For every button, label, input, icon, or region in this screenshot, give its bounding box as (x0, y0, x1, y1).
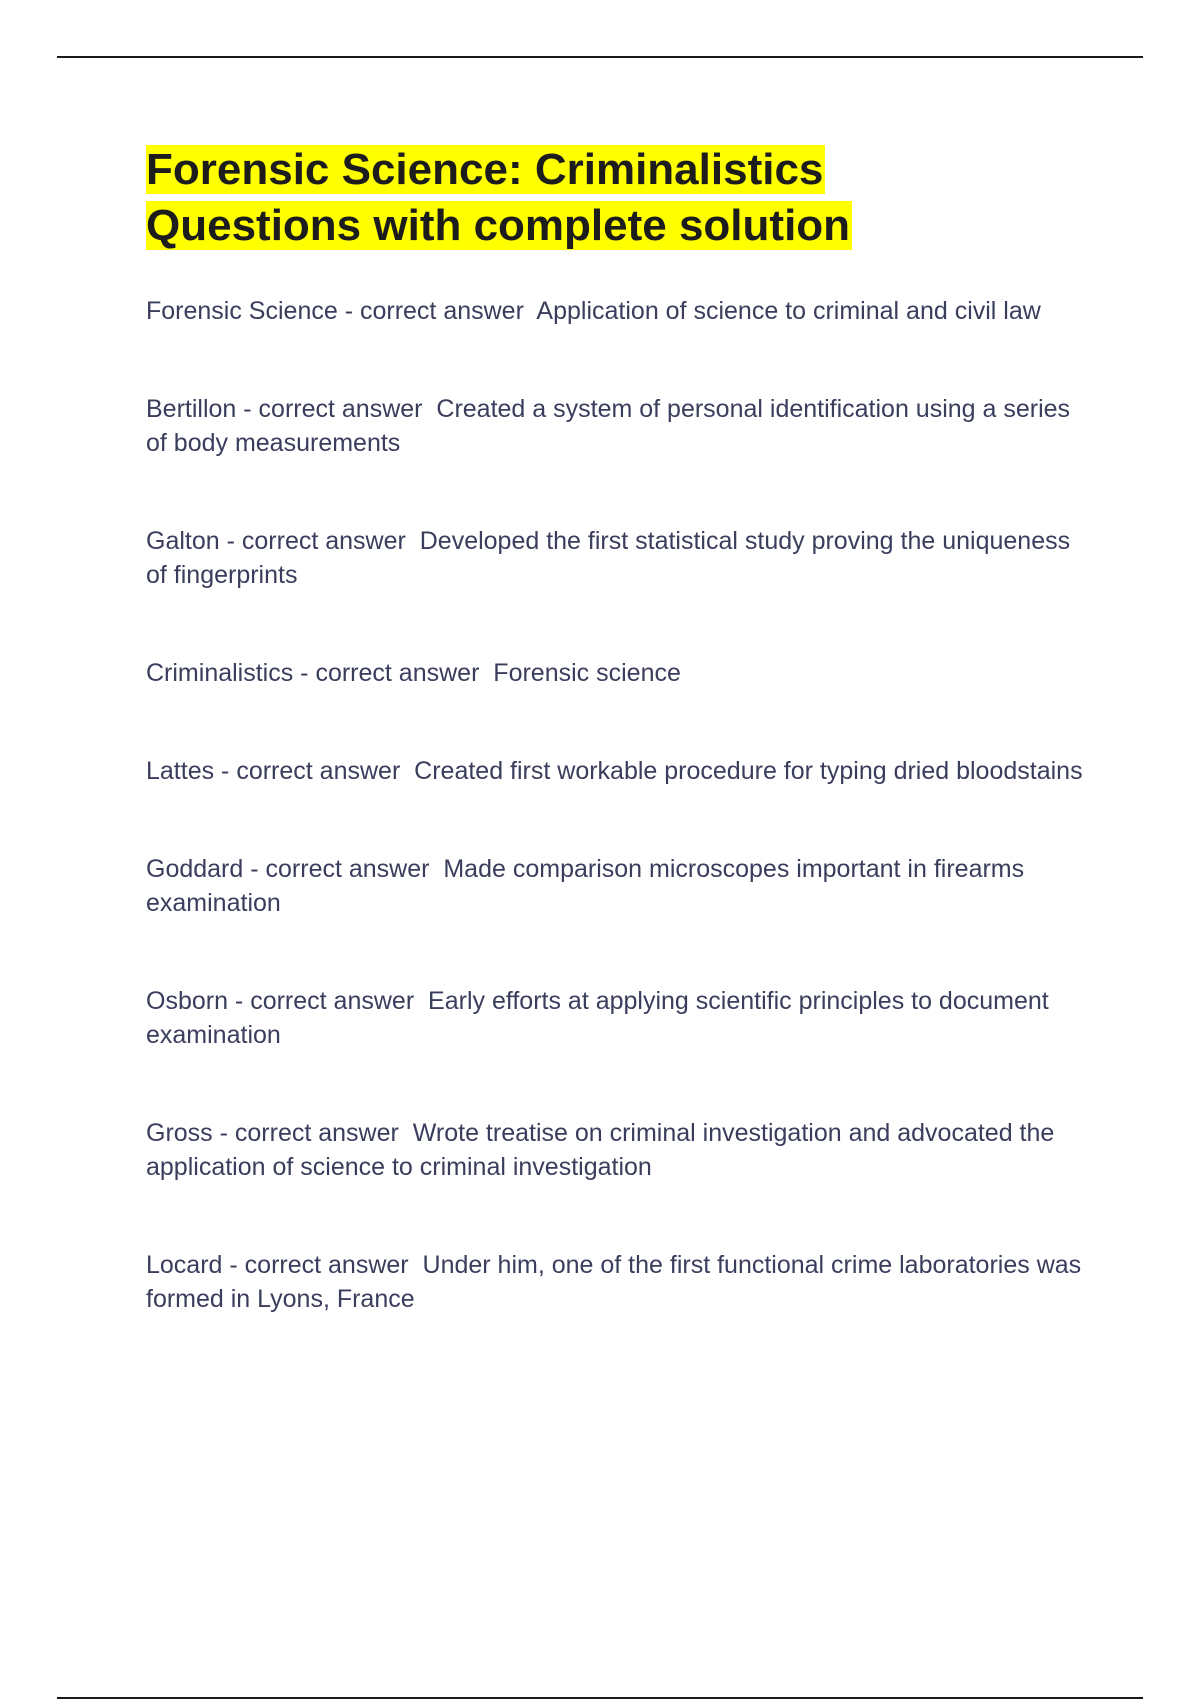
document-content (146, 142, 1089, 1380)
qa-separator: - correct answer (243, 855, 444, 883)
title-line-1: Forensic Science: Criminalistics (146, 145, 824, 194)
qa-separator: - correct answer (214, 757, 415, 785)
qa-answer: Early efforts at applying scientific principles to document examination (146, 987, 1056, 1049)
qa-term: Osborn (146, 987, 228, 1015)
qa-answer: Under him, one of the first functional crime laboratories was formed in Lyons, France (146, 1251, 1089, 1313)
top-rule (57, 56, 1143, 58)
qa-answer: Wrote treatise on criminal investigation and advocated the application of science to criminal investigation (146, 1119, 1062, 1181)
qa-answer: Forensic science (493, 659, 681, 687)
qa-separator: - correct answer (337, 297, 537, 325)
qa-answer: Created first workable procedure for typing dried bloodstains (414, 757, 1083, 785)
qa-term: Locard (146, 1251, 223, 1279)
qa-item (146, 294, 1086, 328)
qa-separator: - correct answer (236, 395, 437, 423)
qa-item (146, 524, 1086, 592)
qa-answer: Made comparison microscopes important in firearms examination (146, 855, 1032, 917)
qa-term: Gross (146, 1119, 213, 1147)
qa-item (146, 656, 1086, 690)
document-title (146, 142, 1086, 254)
qa-item (146, 1116, 1086, 1184)
qa-term: Galton (146, 527, 220, 555)
qa-term: Forensic Science (146, 297, 338, 325)
qa-separator: - correct answer (212, 1119, 413, 1147)
qa-term: Bertillon (146, 395, 237, 423)
qa-separator: - correct answer (293, 659, 494, 687)
qa-term: Criminalistics (146, 659, 294, 687)
qa-item (146, 754, 1086, 788)
qa-separator: - correct answer (227, 987, 429, 1015)
qa-list (146, 294, 1089, 1316)
qa-answer: Developed the first statistical study proving the uniqueness of fingerprints (146, 527, 1078, 589)
qa-term: Goddard (146, 855, 244, 883)
qa-separator: - correct answer (222, 1251, 423, 1279)
qa-answer: Application of science to criminal and civil law (536, 297, 1041, 325)
qa-item (146, 852, 1086, 920)
qa-answer: Created a system of personal identification using a series of body measurements (146, 395, 1078, 457)
qa-item (146, 1248, 1089, 1316)
qa-term: Lattes (146, 757, 215, 785)
qa-separator: - correct answer (219, 527, 420, 555)
bottom-rule (57, 1697, 1143, 1699)
title-line-2: Questions with complete solution (146, 201, 851, 250)
qa-item (146, 392, 1086, 460)
qa-item (146, 984, 1086, 1052)
